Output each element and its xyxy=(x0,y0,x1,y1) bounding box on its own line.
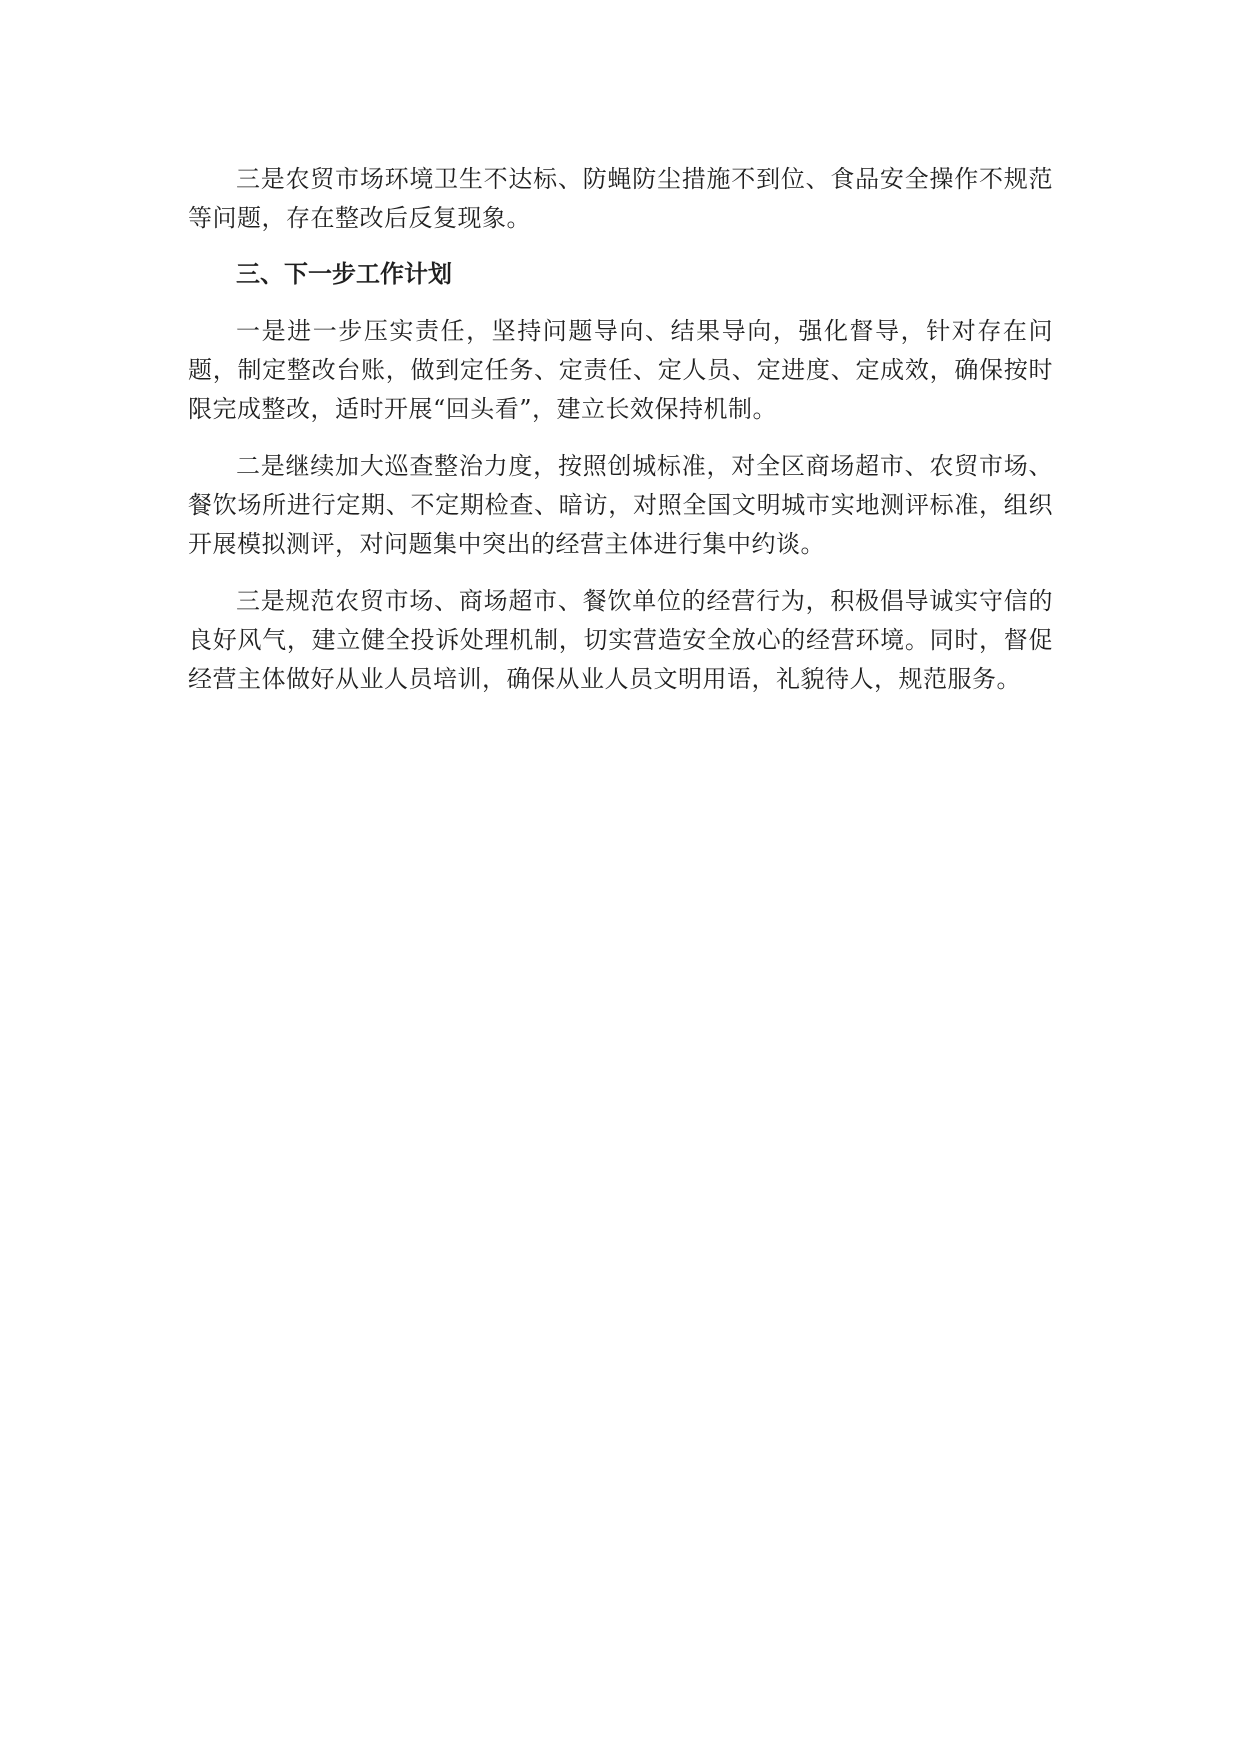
paragraph-plan-one: 一是进一步压实责任，坚持问题导向、结果导向，强化督导，针对存在问题，制定整改台账，做到定任务、定责任、定人员、定进度、定成效，确保按时限完成整改，适时开展“回头看”，建立长效保持机制。 xyxy=(188,317,1053,423)
document-body xyxy=(188,160,1053,717)
paragraph-market-hygiene-issue: 三是农贸市场环境卫生不达标、防蝇防尘措施不到位、食品安全操作不规范等问题，存在整改后反复现象。 xyxy=(188,165,1053,232)
paragraph-plan-three: 三是规范农贸市场、商场超市、餐饮单位的经营行为，积极倡导诚实守信的良好风气，建立健全投诉处理机制，切实营造安全放心的经营环境。同时，督促经营主体做好从业人员培训，确保从业人员文明用语，礼貌待人，规范服务。 xyxy=(188,587,1053,693)
section-heading-next-steps: 三、下一步工作计划 xyxy=(236,260,452,288)
paragraph-plan-two: 二是继续加大巡查整治力度，按照创城标准，对全区商场超市、农贸市场、餐饮场所进行定期、不定期检查、暗访，对照全国文明城市实地测评标准，组织开展模拟测评，对问题集中突出的经营主体进行集中约谈。 xyxy=(188,452,1053,558)
